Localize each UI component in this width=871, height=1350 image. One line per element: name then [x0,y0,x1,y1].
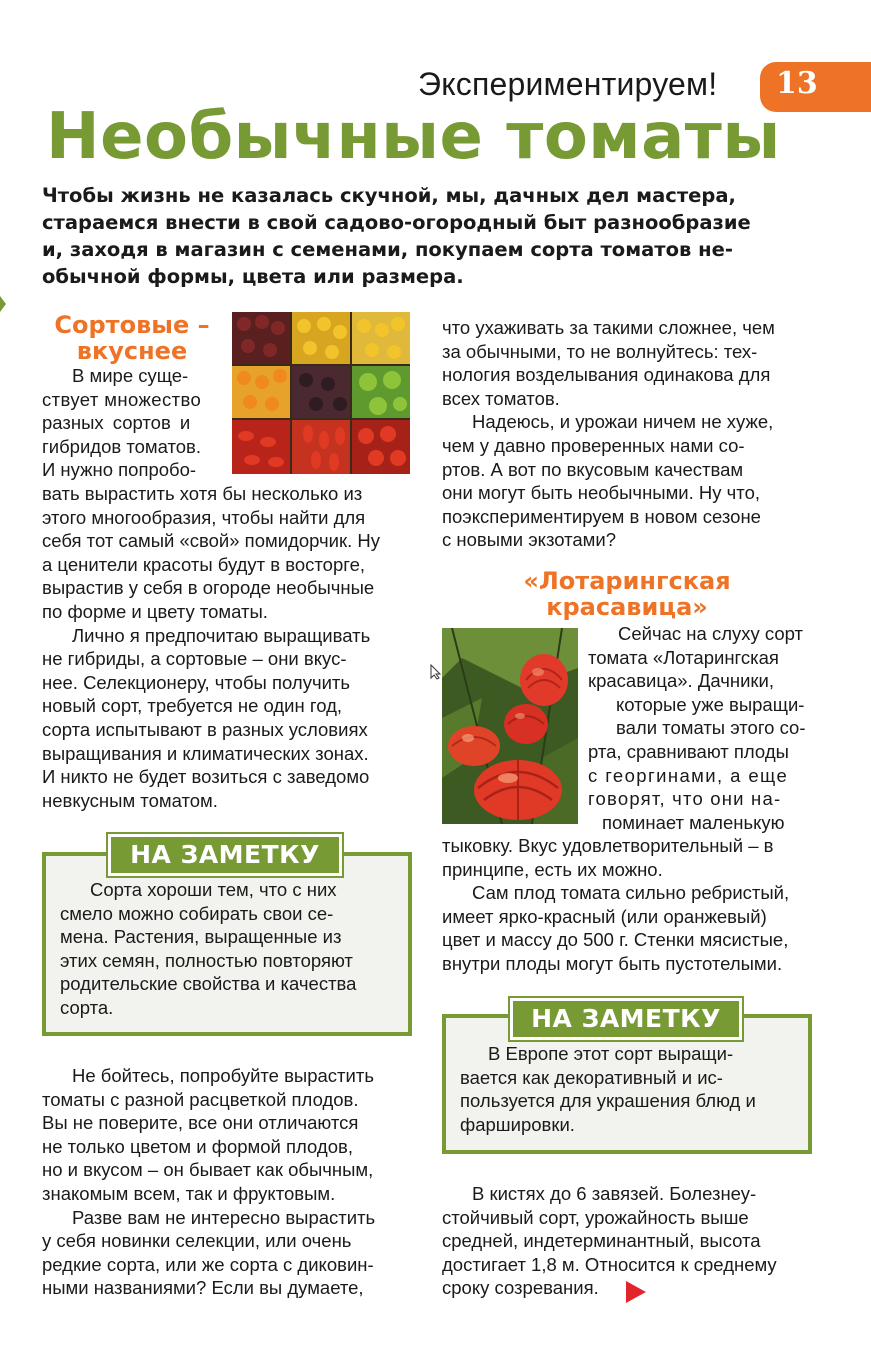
heading-line: Сортовые – [54,311,210,339]
text-line: с новыми экзотами? [442,529,617,551]
text-line: цвет и массу до 500 г. Стенки мясистые, [442,929,789,951]
text-line: они могут быть необычными. Ну что, [442,482,760,504]
text-line: гибридов томатов. [42,435,202,457]
lorraine-tomato-photo [442,628,578,824]
page-title: Необычные томаты [46,100,781,174]
text-line: вать вырастить хотя бы несколько из [42,483,363,504]
text-line: принципе, есть их можно. [442,858,663,880]
lead-line: и, заходя в магазин с семенами, покупаем сорта томатов не- [42,238,733,261]
text-line: ствует множество [42,388,202,410]
text-line: сроку созревания. [442,1277,599,1299]
note-line: сорта. [60,996,114,1018]
text-line: томаты с разной расцветкой плодов. [42,1088,359,1110]
text-line: вали томаты этого со- [616,717,806,739]
heading-line: «Лотарингская [523,567,731,595]
lead-line: Чтобы жизнь не казалась скучной, мы, дачных дел мастера, [42,184,736,207]
text-line: вырастив у себя в огороде необычные [42,577,375,599]
note-label-2: НА ЗАМЕТКУ [510,998,742,1040]
text-line: ными названиями? Если вы думаете, [42,1277,364,1299]
text-line: невкусным томатом. [42,789,218,811]
text-line: Сейчас на слуху сорт [618,623,803,644]
section1-paragraph1-full [42,482,412,812]
text-line: говорят, что они на- [588,788,782,810]
text-line: В кистях до 6 завязей. Болезнеу- [472,1183,757,1204]
text-line: Лично я предпочитаю выращивать [72,624,371,646]
text-line: этого многообразия, чтобы найти для [42,506,366,528]
text-line: всех томатов. [442,387,560,409]
text-line: средней, индетерминантный, высота [442,1230,761,1252]
heading-line: вкуснее [76,337,188,365]
lead-paragraph [42,182,812,290]
heading-line: красавица» [546,593,708,621]
text-line: И нужно попробо- [42,459,197,481]
text-line: у себя новинки селекции, или очень [42,1230,352,1252]
note-line: вается как декоративный и ис- [460,1066,723,1088]
text-line: что ухаживать за такими сложнее, чем [442,317,775,338]
section-label: Экспериментируем! [418,66,718,102]
note-line: пользуется для украшения блюд и [460,1090,756,1112]
text-line: сорта испытывают в разных условиях [42,718,368,740]
note-text-2 [460,1042,800,1136]
note-text-1 [60,878,400,1020]
text-line: нология возделывания одинакова для [442,364,771,386]
note-line: родительские свойства и качества [60,973,357,995]
text-line: выращивания и климатических зонах. [42,742,369,764]
section1-paragraph1-wrap [42,364,226,482]
note-line: В Европе этот сорт выращи- [488,1043,734,1064]
page-number: 13 [776,66,818,101]
note-line: мена. Растения, выращенные из [60,926,342,948]
text-line: достигает 1,8 м. Относится к среднему [442,1253,777,1275]
note-line: фаршировки. [460,1113,575,1135]
text-line: тыковку. Вкус удовлетворительный – в [442,835,774,856]
text-line: себя тот самый «свой» помидорчик. Ну [42,530,380,552]
text-line: за обычными, то не волнуйтесь: тех- [442,340,758,362]
section2-paragraph-full [442,834,812,976]
text-line: знакомым всем, так и фруктовым. [42,1182,336,1204]
text-line: поэкспериментируем в новом сезоне [442,505,761,527]
text-line: стойчивый сорт, урожайность выше [442,1206,749,1228]
text-line: чем у давно проверенных нами со- [442,434,745,456]
text-line: по форме и цвету томаты. [42,600,268,622]
text-line: Надеюсь, и урожаи ничем не хуже, [472,411,774,433]
text-line: внутри плоды могут быть пустотелыми. [442,952,783,974]
text-line: И никто не будет возиться с заведомо [42,766,370,788]
text-line: рта, сравнивают плоды [588,740,789,762]
left-bottom-text [42,1064,412,1300]
leaf-decoration-icon [0,296,6,312]
text-line: Не бойтесь, попробуйте вырастить [72,1065,374,1086]
text-line: красавица». Дачники, [588,670,774,692]
cherry-tomatoes-photo [232,312,410,474]
text-line: В мире суще- [72,365,189,386]
note-line: Сорта хороши тем, что с них [90,879,337,900]
text-line: редкие сорта, или же сорта с диковин- [42,1253,374,1275]
text-line: которые уже выращи- [616,693,805,715]
text-line: нее. Селекционеру, чтобы получить [42,671,351,693]
lead-line: обычной формы, цвета или размера. [42,265,464,288]
text-line: не гибриды, а сортовые – они вкус- [42,648,347,670]
section2-heading [442,568,812,620]
text-line: но и вкусом – он бывает как обычным, [42,1159,374,1181]
end-marker-icon [626,1281,646,1303]
note-line: этих семян, полностью повторяют [60,949,353,971]
text-line: с георгинами, а еще [588,764,789,786]
text-line: ртов. А вот по вкусовым качествам [442,458,744,480]
text-line: разных сортов и [42,412,191,434]
section2-paragraph1-wrap [588,622,812,834]
text-line: Разве вам не интересно вырастить [72,1206,376,1228]
text-line: новый сорт, требуется не один год, [42,695,343,717]
cursor-icon [430,664,442,680]
note-label-1: НА ЗАМЕТКУ [108,834,342,876]
section1-heading [40,312,224,364]
note-line: смело можно собирать свои се- [60,902,334,924]
text-line: поминает маленькую [602,811,785,833]
text-line: томата «Лотарингская [588,646,779,668]
text-line: а ценители красоты будут в восторге, [42,553,366,575]
right-top-text [442,316,812,552]
text-line: Сам плод томата сильно ребристый, [472,882,790,904]
lead-line: стараемся внести в свой садово-огородный быт разнообразие [42,211,751,234]
text-line: имеет ярко-красный (или оранжевый) [442,905,767,927]
text-line: Вы не поверите, все они отличаются [42,1112,359,1134]
text-line: не только цветом и формой плодов, [42,1135,353,1157]
